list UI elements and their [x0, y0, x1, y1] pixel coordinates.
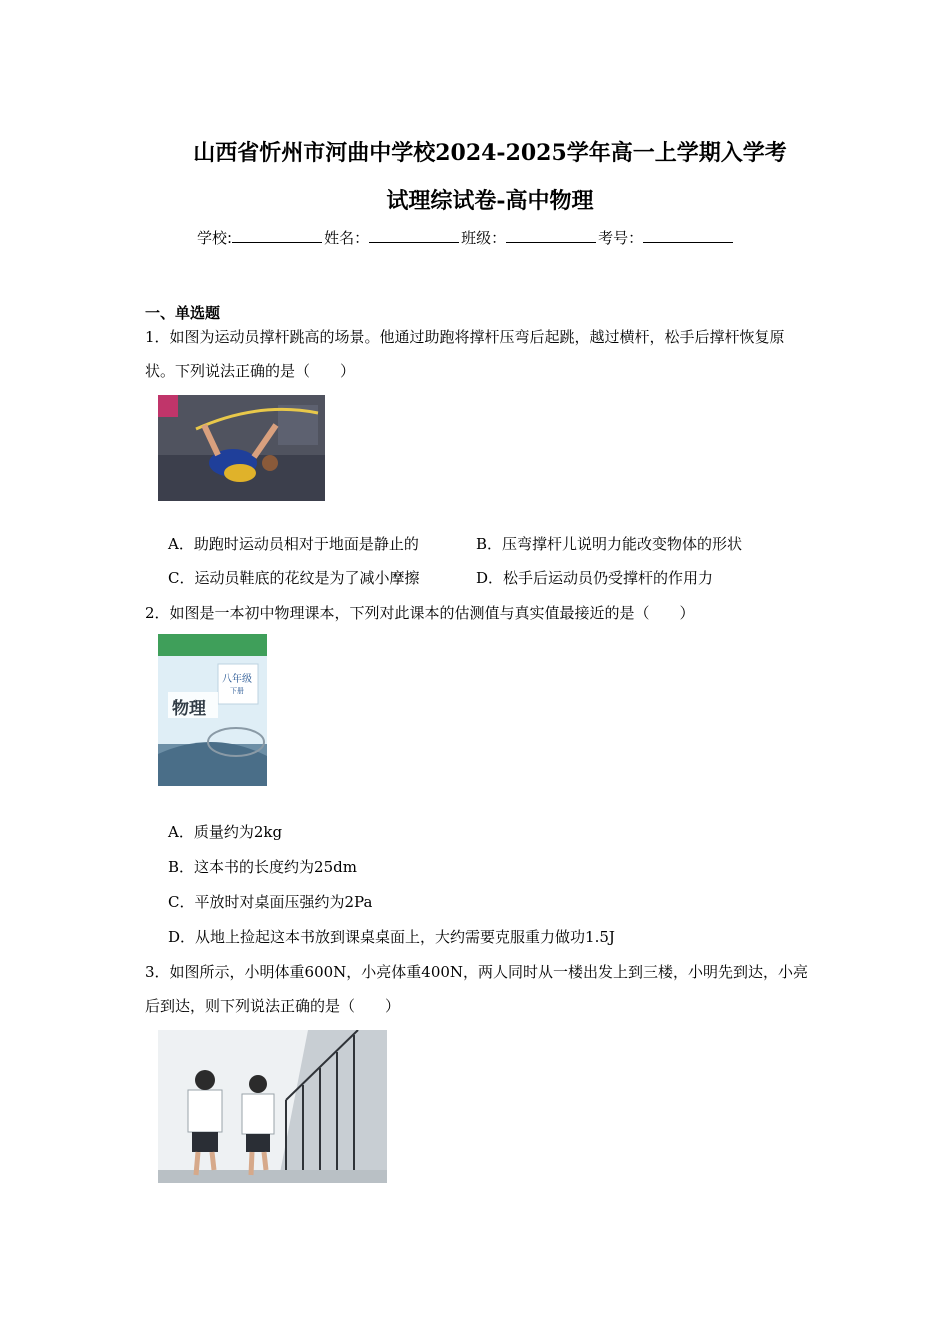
textbook-grade: 八年级: [222, 674, 252, 685]
q2-option-d[interactable]: D．从地上捡起这本书放到课桌桌面上，大约需要克服重力做功1.5J: [168, 928, 615, 946]
id-label: 考号：: [598, 229, 644, 247]
class-label: 班级：: [461, 229, 507, 247]
class-blank[interactable]: [506, 228, 596, 243]
textbook-title: 物理: [172, 699, 206, 719]
question-1-text: 1．如图为运动员撑杆跳高的场景。他通过助跑将撑杆压弯后起跳，越过横杆，松手后撑杆恢复原状。下列说法正确的是（ ）: [145, 328, 785, 380]
textbook-volume: 下册: [230, 687, 244, 695]
exam-title-line1: 山西省忻州市河曲中学校2024-2025学年高一上学期入学考: [193, 140, 787, 166]
id-blank[interactable]: [643, 228, 733, 243]
school-blank[interactable]: [232, 228, 322, 243]
q2-option-a[interactable]: A．质量约为2kg: [168, 823, 283, 841]
q2-option-b[interactable]: B．这本书的长度约为25dm: [168, 858, 357, 876]
exam-title-line2: 试理综试卷-高中物理: [386, 188, 594, 214]
stairs-photo: [158, 1030, 387, 1183]
question-2-text: 2．如图是一本初中物理课本，下列对此课本的估测值与真实值最接近的是（ ）: [145, 604, 695, 622]
q2-option-c[interactable]: C．平放时对桌面压强约为2Pa: [168, 893, 373, 911]
section-title: 一、单选题: [145, 304, 221, 322]
pole-vault-photo: [158, 395, 325, 501]
q1-option-a[interactable]: A．助跑时运动员相对于地面是静止的: [168, 535, 419, 553]
school-label: 学校:: [197, 229, 233, 247]
name-label: 姓名：: [324, 229, 370, 247]
question-3-text: 3．如图所示，小明体重600N，小亮体重400N，两人同时从一楼出发上到三楼，小明先到达，小亮后到达，则下列说法正确的是（ ）: [145, 963, 809, 1015]
name-blank[interactable]: [369, 228, 459, 243]
q1-option-c[interactable]: C．运动员鞋底的花纹是为了减小摩擦: [168, 569, 420, 587]
student-info-line: [197, 228, 735, 248]
physics-textbook-photo: [158, 634, 267, 786]
stairs-illustration: [158, 1030, 387, 1183]
q1-option-d[interactable]: D．松手后运动员仍受撑杆的作用力: [476, 569, 714, 587]
pole-vault-illustration: [158, 395, 325, 501]
q1-option-b[interactable]: B．压弯撑杆儿说明力能改变物体的形状: [476, 535, 743, 553]
